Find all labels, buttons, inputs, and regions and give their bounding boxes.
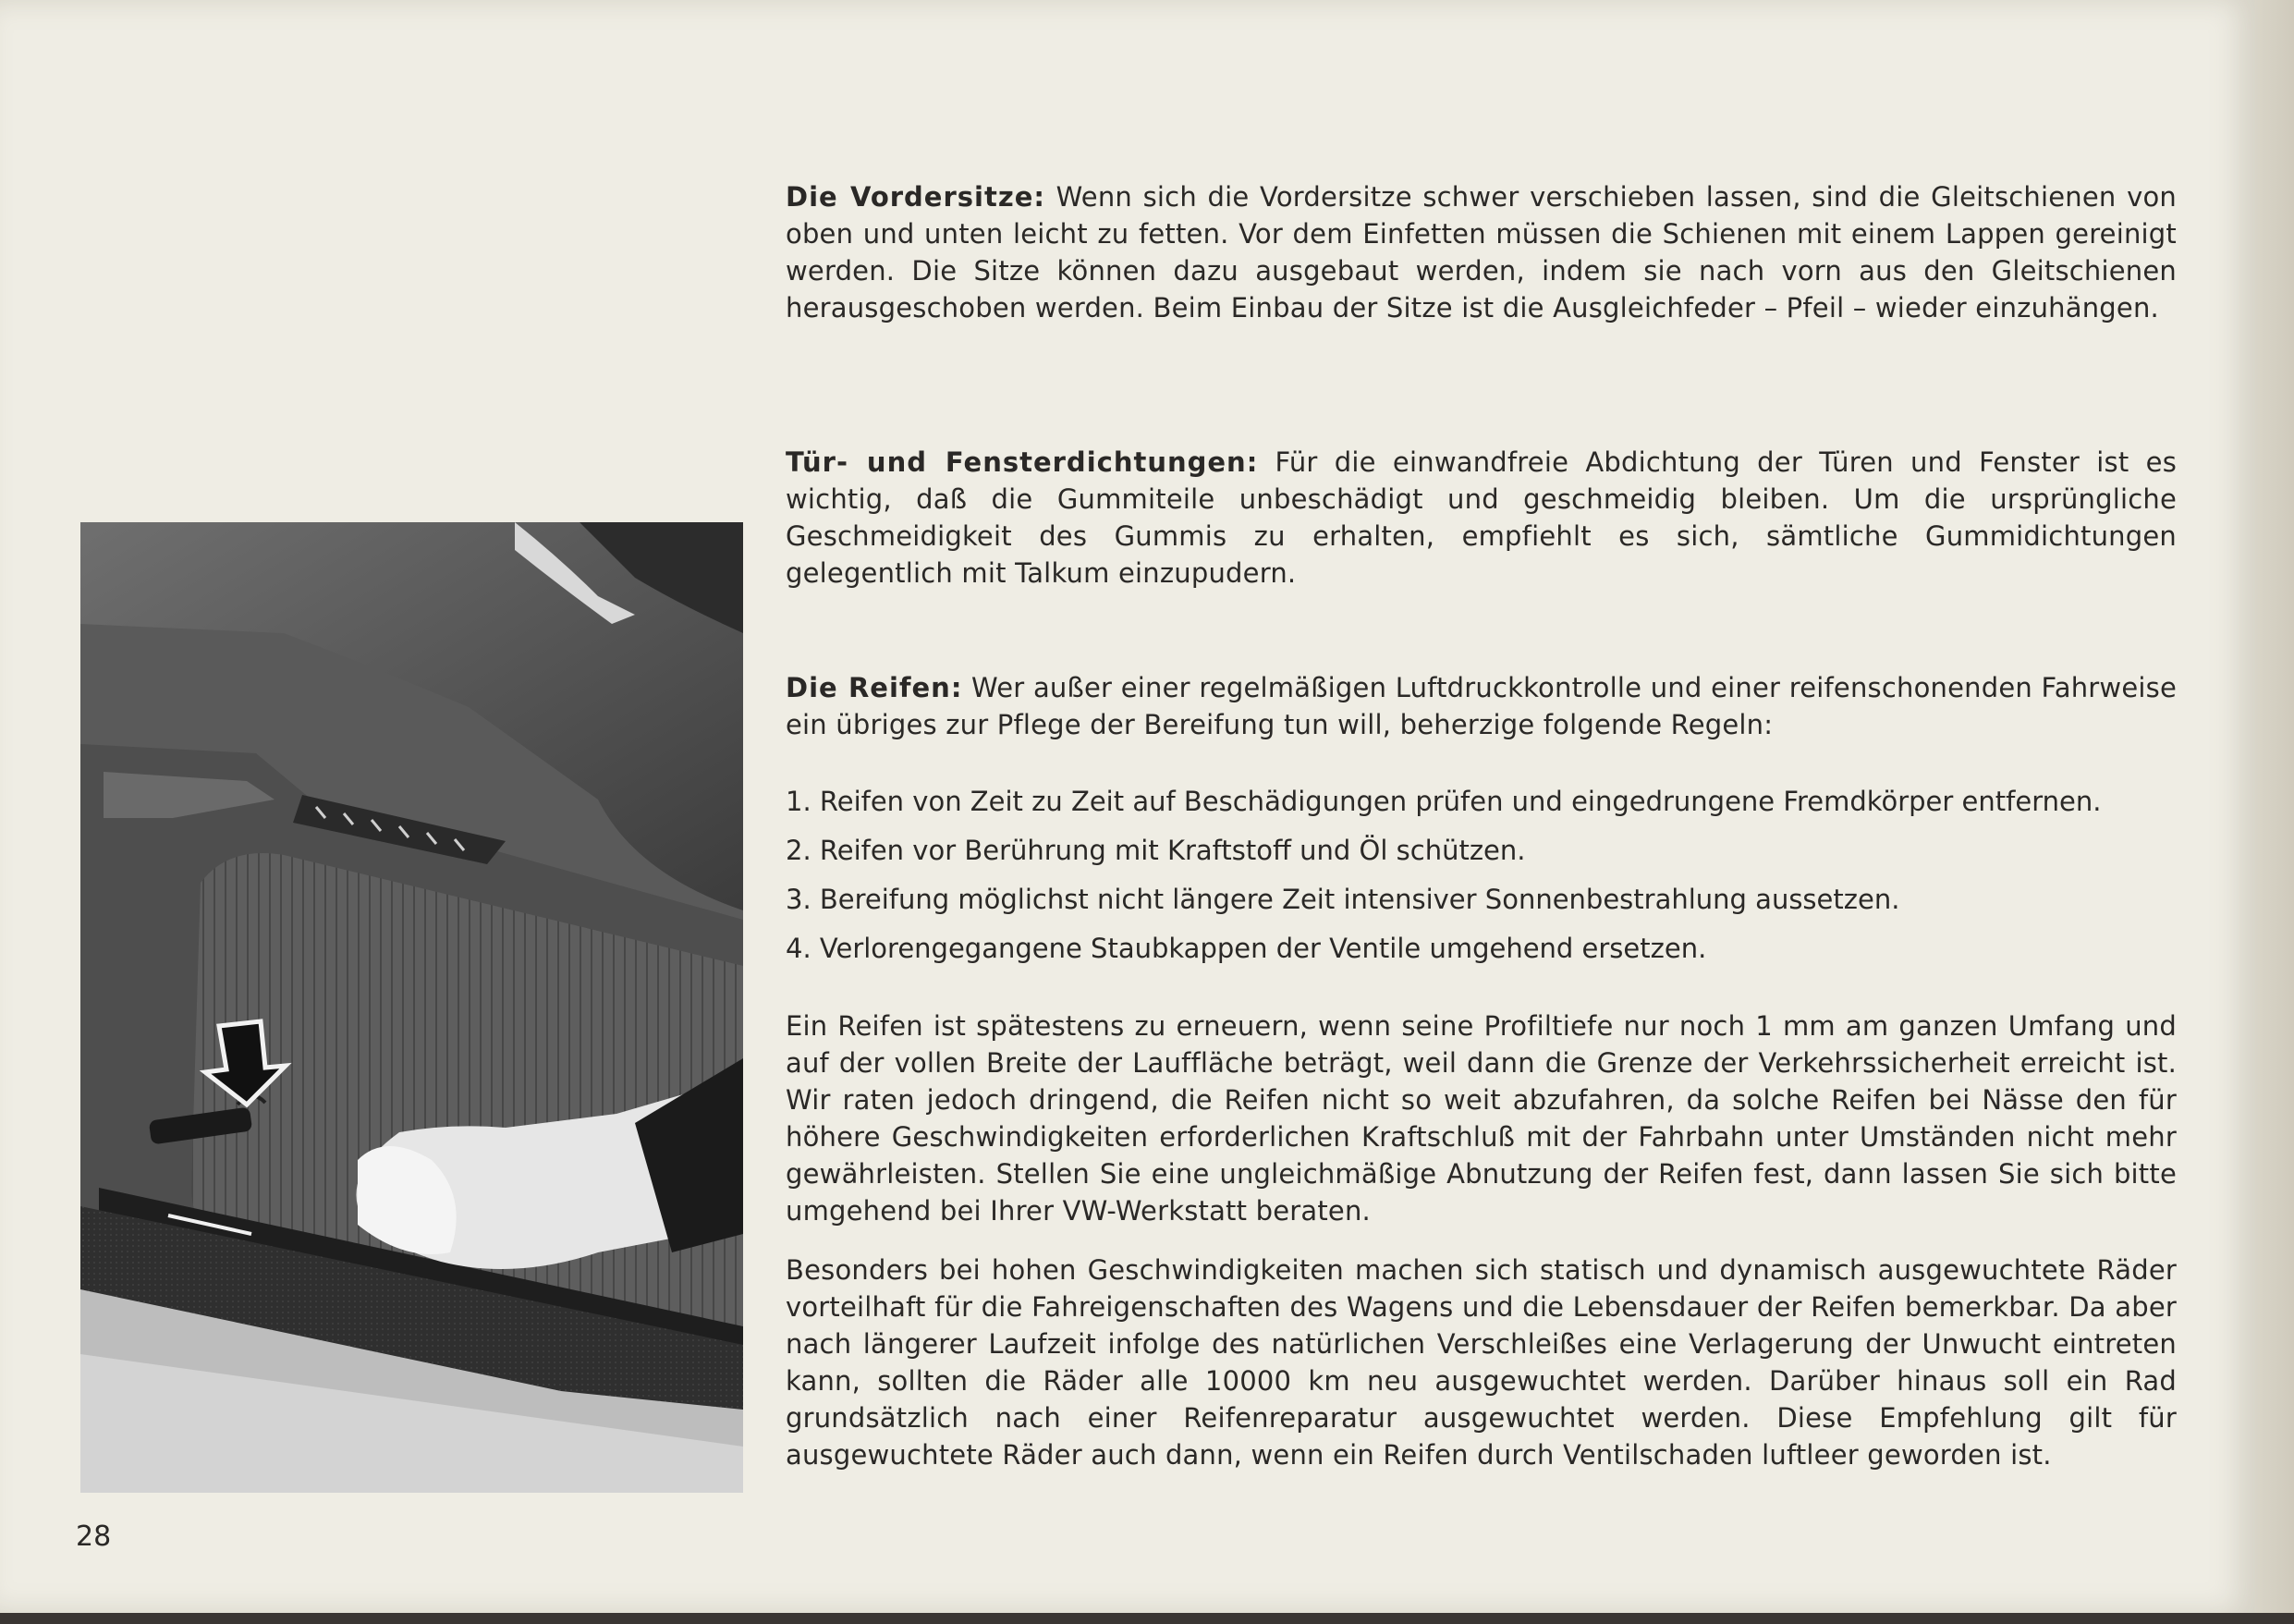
section-heading: Die Reifen:: [786, 672, 963, 703]
page-number: 28: [76, 1520, 112, 1553]
list-item: 2. Reifen vor Berührung mit Kraftstoff und Öl schützen.: [786, 835, 1526, 866]
list-item: 3. Bereifung möglichst nicht längere Zeit intensiver Sonnenbestrahlung aussetzen.: [786, 884, 1900, 915]
section-door-window-seals: [786, 444, 2177, 592]
list-item: 1. Reifen von Zeit zu Zeit auf Beschädigungen prüfen und eingedrungene Fremdkörper entfernen.: [786, 786, 2102, 817]
page-edge-bottom: [0, 1613, 2294, 1624]
tyre-rules-list: [786, 783, 2177, 979]
paragraph-text: Ein Reifen ist spätestens zu erneuern, wenn seine Profiltiefe nur noch 1 mm am ganzen Umfang und auf der vollen Breite der Lauffläche beträgt, weil dann die Grenze der Verkehrssicherheit erreicht ist. Wir raten jedoch dringend, die Reifen nicht so weit abzufahren, da solche Reifen bei Nässe den für höhere Geschwindigkeiten erforderlichen Kraftschluß mit der Fahrbahn unter Umständen nicht mehr gewährleisten. Stellen Sie eine ungleichmäßige Abnutzung der Reifen fest, dann lassen Sie sich bitte umgehend bei Ihrer VW-Werkstatt beraten.: [786, 1010, 2177, 1227]
section-text: Wenn sich die Vordersitze schwer verschieben lassen, sind die Gleitschienen von oben und unten leicht zu fetten. Vor dem Einfetten müssen die Schienen mit einem Lappen gereinigt werden. Die Sitze können dazu ausgebaut werden, indem sie nach vorn aus den Gleitschienen herausgeschoben werden. Beim Einbau der Sitze ist die Ausgleichfeder – Pfeil – wieder einzuhängen.: [786, 181, 2177, 324]
seat-rail-photo: [80, 522, 743, 1493]
list-item: 4. Verlorengegangene Staubkappen der Ventile umgehend ersetzen.: [786, 933, 1707, 964]
section-tyres: [786, 669, 2177, 743]
seat-rail-illustration: [80, 522, 743, 1493]
tyre-replacement-paragraph: [786, 1007, 2177, 1229]
paragraph-text: Besonders bei hohen Geschwindigkeiten machen sich statisch und dynamisch ausgewuchtete Räder vorteilhaft für die Fahreigenschaften des Wagens und die Lebensdauer der Reifen bemerkbar. Da aber nach längerer Laufzeit infolge des natürlichen Verschleißes eine Verlagerung der Unwucht eintreten kann, sollten die Räder alle 10000 km neu ausgewuchtet werden. Darüber hinaus soll ein Rad grundsätzlich nach einer Reifenreparatur ausgewuchtet werden. Diese Empfehlung gilt für ausgewuchtete Räder auch dann, wenn ein Reifen durch Ventilschaden luftleer geworden ist.: [786, 1254, 2177, 1471]
section-front-seats: [786, 178, 2177, 326]
wheel-balancing-paragraph: [786, 1252, 2177, 1473]
section-heading: Tür- und Fensterdichtungen:: [786, 446, 1259, 478]
page-edge-right: [2255, 0, 2294, 1624]
section-text: Wer außer einer regelmäßigen Luftdruckkontrolle und einer reifenschonenden Fahrweise ein übriges zur Pflege der Bereifung tun will, beherzige folgende Regeln:: [786, 672, 2177, 740]
section-paragraph: [786, 444, 2177, 592]
section-paragraph: [786, 178, 2177, 326]
section-text: Für die einwandfreie Abdichtung der Türen und Fenster ist es wichtig, daß die Gummiteile unbeschädigt und geschmeidig bleiben. Um die ursprüngliche Geschmeidigkeit des Gummis zu erhalten, empfiehlt es sich, sämtliche Gummidichtungen gelegentlich mit Talkum einzupudern.: [786, 446, 2177, 589]
section-paragraph: [786, 669, 2177, 743]
section-heading: Die Vordersitze:: [786, 181, 1045, 213]
